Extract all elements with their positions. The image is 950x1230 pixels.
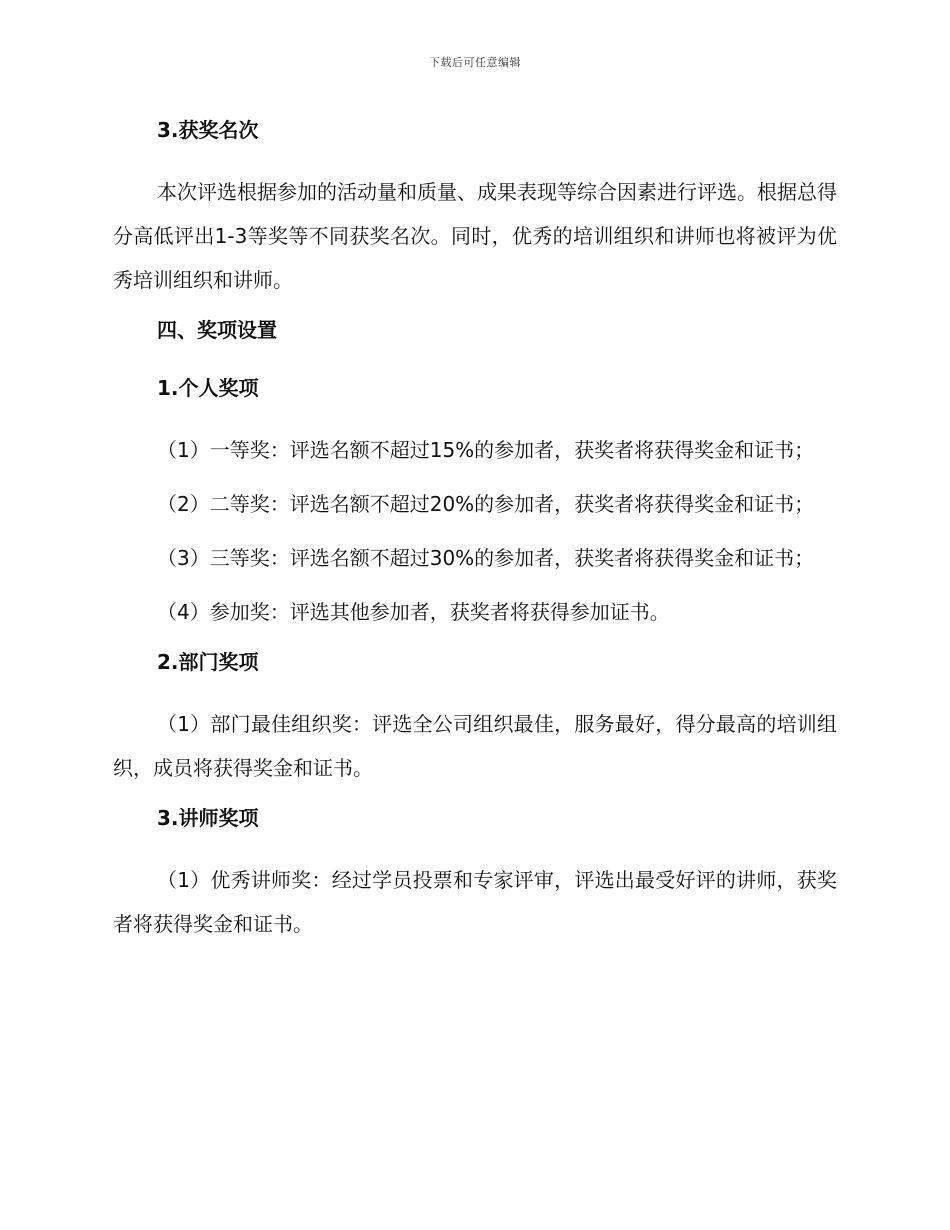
document-body — [113, 112, 837, 956]
list-item-participation-prize: （4）参加奖：评选其他参加者，获奖者将获得参加证书。 — [157, 600, 670, 624]
section-heading-award-settings: 四、奖项设置 — [157, 318, 277, 342]
list-item-excellent-lecturer-award: （1）优秀讲师奖：经过学员投票和专家评审，评选出最受好评的讲师，获奖者将获得奖金和证书。 — [113, 868, 837, 936]
paragraph-ranking-description: 本次评选根据参加的活动量和质量、成果表现等综合因素进行评选。根据总得分高低评出1-3等奖等不同获奖名次。同时，优秀的培训组织和讲师也将被评为优秀培训组织和讲师。 — [113, 180, 837, 292]
list-item-best-organization-award: （1）部门最佳组织奖：评选全公司组织最佳，服务最好，得分最高的培训组织，成员将获得奖金和证书。 — [113, 712, 837, 780]
section-heading-lecturer-awards: 3.讲师奖项 — [157, 806, 259, 830]
section-heading-award-ranks: 3.获奖名次 — [157, 118, 259, 142]
section-heading-department-awards: 2.部门奖项 — [157, 650, 259, 674]
list-item-second-prize: （2）二等奖：评选名额不超过20%的参加者，获奖者将获得奖金和证书； — [157, 492, 815, 516]
section-heading-individual-awards: 1.个人奖项 — [157, 376, 259, 400]
page-header: 下载后可任意编辑 — [429, 56, 521, 69]
list-item-third-prize: （3）三等奖：评选名额不超过30%的参加者，获奖者将获得奖金和证书； — [157, 546, 815, 570]
list-item-first-prize: （1）一等奖：评选名额不超过15%的参加者，获奖者将获得奖金和证书； — [157, 438, 815, 462]
